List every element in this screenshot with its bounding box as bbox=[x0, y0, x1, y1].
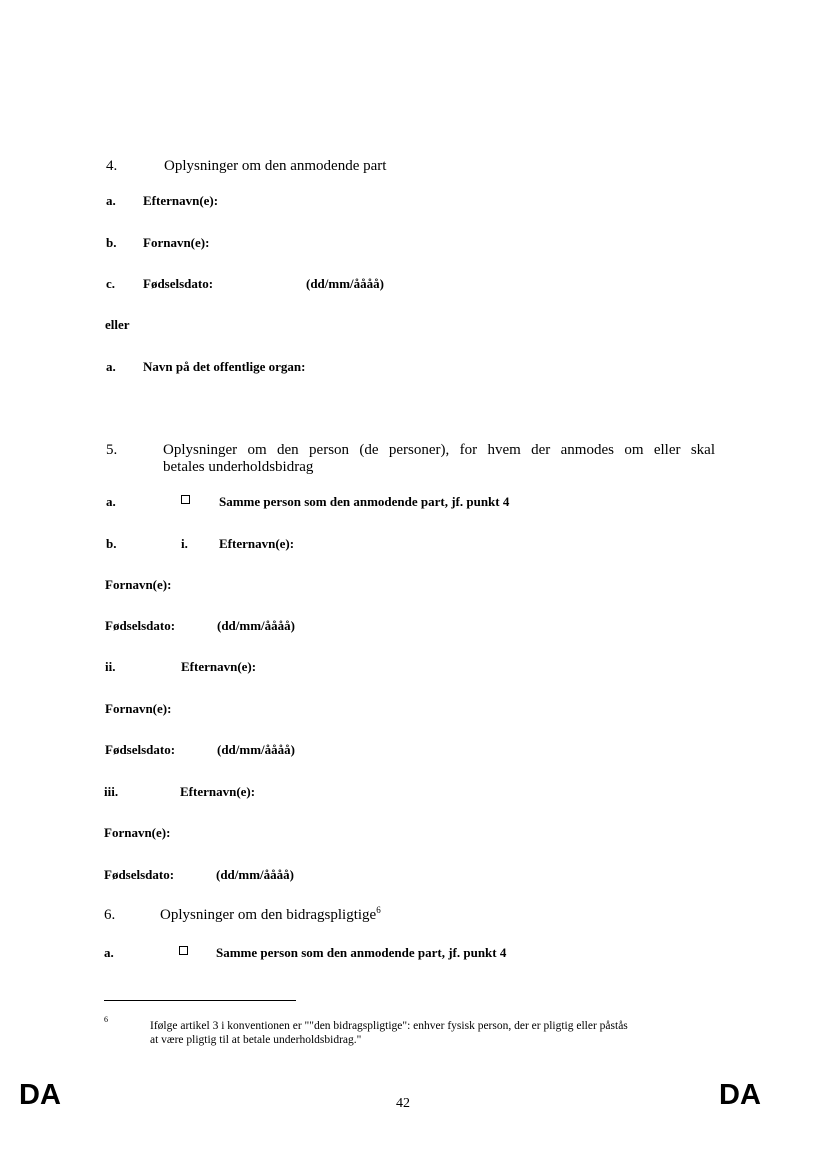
item-4a-label: Efternavn(e): bbox=[143, 193, 219, 208]
footnote-ref-6[interactable]: 6 bbox=[376, 905, 381, 915]
item-4c-date-format: (dd/mm/åååå) bbox=[306, 276, 384, 291]
language-code-left: DA bbox=[19, 1079, 61, 1111]
person-i-firstname-label: Fornavn(e): bbox=[105, 577, 172, 592]
person-ii-number: ii. bbox=[105, 659, 116, 674]
page-number: 42 bbox=[396, 1096, 410, 1111]
same-person-checkbox-5a[interactable] bbox=[181, 495, 190, 504]
person-i-dob-label: Fødselsdato: bbox=[105, 618, 176, 633]
person-iii-dob-format: (dd/mm/åååå) bbox=[216, 867, 294, 882]
item-4b-letter: b. bbox=[106, 235, 117, 250]
section-4-number: 4. bbox=[106, 158, 118, 174]
item-4-alt-letter: a. bbox=[106, 359, 116, 374]
footnote-marker: 6 bbox=[104, 1015, 108, 1024]
item-4a-letter: a. bbox=[106, 193, 116, 208]
item-6a-letter: a. bbox=[104, 945, 114, 960]
person-iii-firstname-label: Fornavn(e): bbox=[104, 825, 171, 840]
public-body-label: Navn på det offentlige organ: bbox=[143, 359, 306, 374]
footnote-line-2: at være pligtig til at betale underholdsbidrag." bbox=[150, 1034, 362, 1046]
item-5a-letter: a. bbox=[106, 494, 116, 509]
section-4-title: Oplysninger om den anmodende part bbox=[164, 158, 387, 174]
footnote-separator bbox=[104, 1000, 296, 1001]
person-ii-firstname-label: Fornavn(e): bbox=[105, 701, 172, 716]
section-6-title bbox=[160, 905, 381, 923]
person-ii-dob-label: Fødselsdato: bbox=[105, 742, 176, 757]
item-4c-letter: c. bbox=[106, 276, 116, 291]
item-4b-label: Fornavn(e): bbox=[143, 235, 210, 250]
or-label: eller bbox=[105, 317, 130, 332]
person-i-dob-format: (dd/mm/åååå) bbox=[217, 618, 295, 633]
item-5a-label: Samme person som den anmodende part, jf. punkt 4 bbox=[219, 494, 510, 509]
person-iii-dob-label: Fødselsdato: bbox=[104, 867, 175, 882]
language-code-right: DA bbox=[719, 1079, 761, 1111]
person-iii-lastname-label: Efternavn(e): bbox=[180, 784, 256, 799]
item-6a-label: Samme person som den anmodende part, jf. punkt 4 bbox=[216, 945, 507, 960]
section-5-title-line-2: betales underholdsbidrag bbox=[163, 459, 314, 475]
person-i-number: i. bbox=[181, 536, 188, 551]
person-ii-dob-format: (dd/mm/åååå) bbox=[217, 742, 295, 757]
footnote-line-1: Ifølge artikel 3 i konventionen er ""den bidragspligtige": enhver fysisk person, der er pligtig eller påstås bbox=[150, 1020, 628, 1032]
section-6-title-text: Oplysninger om den bidragspligtige bbox=[160, 907, 377, 923]
section-5-title-line-1: Oplysninger om den person (de personer), for hvem der anmodes om eller skal bbox=[163, 442, 715, 458]
section-6-number: 6. bbox=[104, 907, 116, 923]
section-5-number: 5. bbox=[106, 442, 118, 458]
person-i-lastname-label: Efternavn(e): bbox=[219, 536, 295, 551]
item-4c-label: Fødselsdato: bbox=[143, 276, 214, 291]
same-person-checkbox-6a[interactable] bbox=[179, 946, 188, 955]
person-iii-number: iii. bbox=[104, 784, 119, 799]
item-5b-letter: b. bbox=[106, 536, 117, 551]
person-ii-lastname-label: Efternavn(e): bbox=[181, 659, 257, 674]
